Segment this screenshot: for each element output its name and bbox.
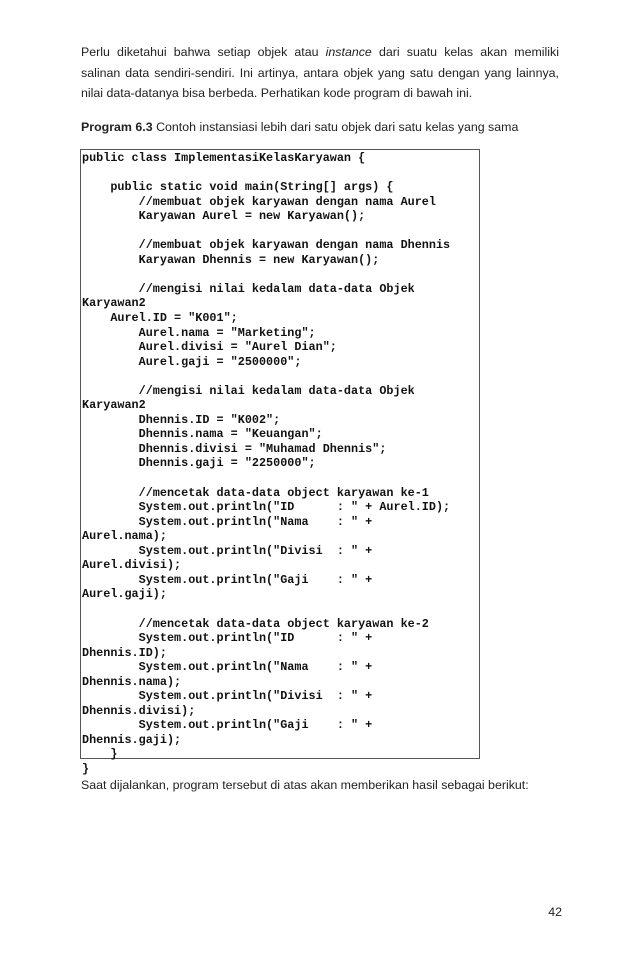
code-line: //membuat objek karyawan dengan nama Aurel [82,194,436,209]
code-line: Dhennis.gaji = "2250000"; [82,456,316,471]
intro-text-1: Perlu diketahui bahwa setiap objek atau [81,45,326,59]
code-line: System.out.println("Divisi : " + [82,689,373,704]
code-line: Dhennis.divisi); [82,703,196,718]
code-line: Karyawan2 [82,296,146,311]
code-line: Aurel.ID = "K001"; [82,311,238,326]
code-line: } [82,761,90,776]
code-line: Dhennis.divisi = "Muhamad Dhennis"; [82,441,387,456]
code-line: public class ImplementasiKelasKaryawan { [82,151,366,165]
code-line: Aurel.gaji); [82,587,167,602]
code-line: Aurel.divisi); [82,558,182,573]
program-caption-label: Program 6.3 [81,120,153,134]
code-line: //mencetak data-data object karyawan ke-1 [82,485,429,500]
code-line: //membuat objek karyawan dengan nama Dhennis [82,238,451,253]
program-caption-text: Contoh instansiasi lebih dari satu objek dari satu kelas yang sama [152,120,519,134]
code-line: Dhennis.gaji); [82,732,182,747]
code-line: Dhennis.nama = "Keuangan"; [82,427,323,442]
code-line: Aurel.divisi = "Aurel Dian"; [82,340,337,355]
code-line: System.out.println("ID : " + Aurel.ID); [82,500,451,515]
code-line: //mencetak data-data object karyawan ke-2 [82,616,429,631]
code-line: System.out.println("Gaji : " + [82,718,373,733]
intro-text-2: dari suatu kelas akan memiliki salinan data sendiri-sendiri. Ini artinya, antara objek yang satu dengan yang lainnya, nilai data-datanya bisa berbeda. Perhatikan kode program di bawah ini. [81,45,559,100]
program-caption [81,117,561,137]
code-line: System.out.println("Nama : " + [82,514,373,529]
code-line: System.out.println("Divisi : " + [82,543,373,558]
code-line: Aurel.nama); [82,529,167,544]
code-line: public static void main(String[] args) { [82,180,394,195]
code-line: Aurel.nama = "Marketing"; [82,325,316,340]
result-intro-text: Saat dijalankan, program tersebut di atas akan memberikan hasil sebagai berikut: [81,778,529,792]
code-line: } [82,747,118,762]
code-line: //mengisi nilai kedalam data-data Objek [82,281,415,296]
code-line: Karyawan Dhennis = new Karyawan(); [82,252,380,267]
code-line: Karyawan Aurel = new Karyawan(); [82,209,366,224]
intro-paragraph [81,42,559,104]
code-listing [82,151,450,777]
code-line: Karyawan2 [82,398,146,413]
code-line: Dhennis.ID = "K002"; [82,412,281,427]
code-line: System.out.println("Gaji : " + [82,572,373,587]
page-number: 42 [548,905,562,919]
code-line: Dhennis.nama); [82,674,182,689]
code-line: Dhennis.ID); [82,645,167,660]
code-line: System.out.println("Nama : " + [82,660,373,675]
code-line: Aurel.gaji = "2500000"; [82,354,302,369]
code-line: //mengisi nilai kedalam data-data Objek [82,383,415,398]
code-line: System.out.println("ID : " + [82,631,373,646]
intro-italic-term: instance [325,45,372,59]
